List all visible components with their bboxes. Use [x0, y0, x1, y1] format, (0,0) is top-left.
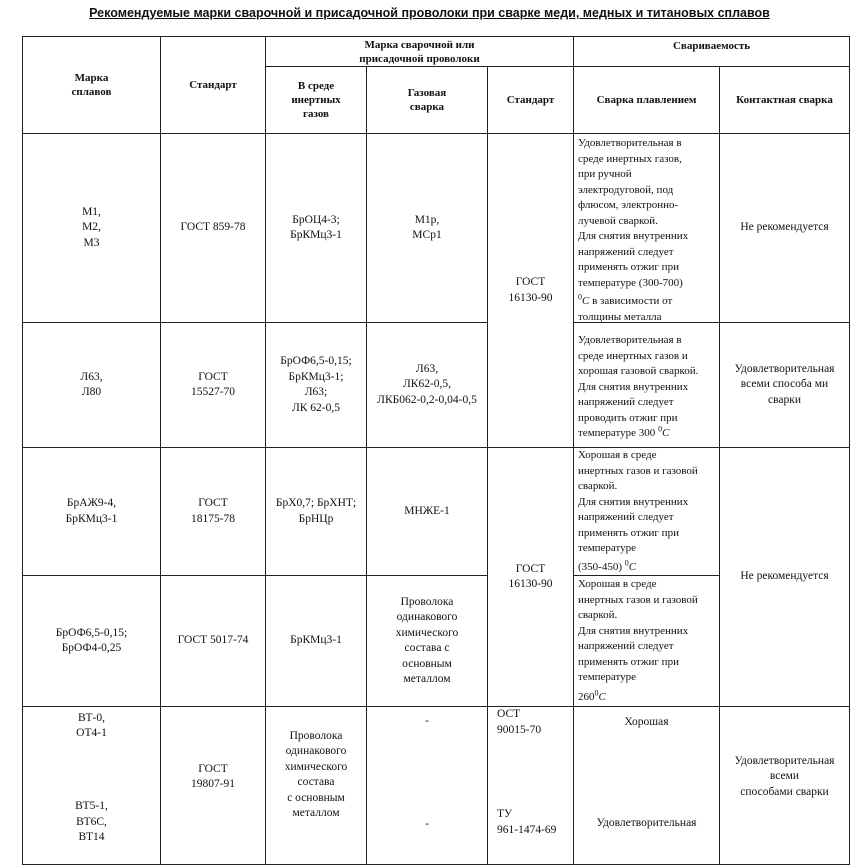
row4-fusion: Хорошая в среде инертных газов и газовой сваркой. Для снятия внутренних напряжений следует применять отжиг при температуре $260^0C$ [578, 578, 698, 703]
header-gas-welding: Газовая сварка [407, 87, 447, 113]
row4-gas: Проволока одинакового химического состава с основным металлом [395, 595, 459, 685]
row1-fusion: Удовлетворительная в среде инертных газов, при ручной электродуговой, под флюсом, электронно- лучевой сваркой. Для снятия внутренних напряжений следует применять отжиг при температуре (300-700) $^0$C в зависимости от толщины металла [578, 137, 689, 323]
row2-fusion: Удовлетворительная в среде инертных газов и хорошая газовой сваркой. Для снятия внутренних напряжений следует проводить отжиг при температуре 300 $^0$C [578, 334, 699, 439]
header-inert-gas: В среде инертных газов [291, 80, 341, 120]
row5-wire-std-bottom: ТУ 961-1474-69 [497, 808, 557, 836]
header-wire-standard: Стандарт [506, 94, 555, 106]
row1-standard: ГОСТ 859-78 [180, 221, 246, 234]
row2-alloy: Л63, Л80 [80, 370, 103, 398]
row1-inert: БрОЦ4-3; БрКМц3-1 [290, 213, 342, 241]
row3-alloy: БрАЖ9-4, БрКМц3-1 [65, 497, 118, 525]
row4-alloy: БрОФ6,5-0,15; БрОФ4-0,25 [55, 626, 128, 654]
contact-group2: Не рекомендуется [740, 570, 829, 583]
row5-alloy-bottom: ВТ5-1, ВТ6С, ВТ14 [75, 800, 108, 844]
row5-alloy-top: ВТ-0, ОТ4-1 [76, 711, 107, 739]
row5-fusion-bottom: Удовлетворительная [596, 817, 697, 830]
row5-gas-top: - [425, 715, 429, 728]
row4-standard: ГОСТ 5017-74 [177, 634, 249, 647]
row3-standard: ГОСТ 18175-78 [190, 497, 236, 525]
row1-contact: Не рекомендуется [740, 221, 829, 234]
row5-gas-bottom: - [425, 818, 429, 831]
row3-gas: МНЖЕ-1 [404, 504, 450, 517]
row4-inert: БрКМц3-1 [290, 634, 342, 647]
row5-fusion-top: Хорошая [624, 716, 669, 729]
wire-standard-group2: ГОСТ 16130-90 [508, 562, 553, 590]
row5-standard: ГОСТ 19807-91 [190, 762, 236, 790]
row3-inert: БрХ0,7; БрХНТ; БрНЦр [275, 497, 357, 525]
row5-wire-std-top: ОСТ 90015-70 [497, 708, 542, 736]
row5-contact: Удовлетворительная всеми способами сварки [734, 754, 835, 798]
header-wire-group: Марка сварочной или присадочной проволоки [359, 38, 480, 65]
row1-gas: М1р, МСр1 [412, 213, 442, 241]
row3-fusion: Хорошая в среде инертных газов и газовой сваркой. Для снятия внутренних напряжений следует применять отжиг при температуре (350-450) $^0$C [578, 449, 698, 573]
row1-alloy: М1, М2, М3 [82, 205, 101, 249]
header-alloy: Марка сплавов [71, 72, 112, 98]
row2-standard: ГОСТ 15527-70 [190, 370, 236, 398]
row2-contact: Удовлетворительная всеми способа ми сварки [734, 362, 835, 406]
wire-standard-group1: ГОСТ 16130-90 [508, 276, 553, 304]
page-title: Рекомендуемые марки сварочной и присадочной проволоки при сварке меди, медных и титановых сплавов [89, 6, 770, 20]
header-fusion-welding: Сварка плавлением [596, 94, 697, 106]
row5-inert: Проволока одинакового химического состава с основным металлом [284, 729, 348, 819]
header-standard: Стандарт [189, 79, 237, 91]
row2-inert: БрОФ6,5-0,15; БрКМц3-1; Л63; ЛК 62-0,5 [280, 355, 352, 414]
header-weldability: Свариваемость [672, 40, 751, 52]
row2-gas: Л63, ЛК62-0,5, ЛКБ062-0,2-0,04-0,5 [377, 362, 477, 406]
header-contact-welding: Контактная сварка [736, 94, 833, 106]
